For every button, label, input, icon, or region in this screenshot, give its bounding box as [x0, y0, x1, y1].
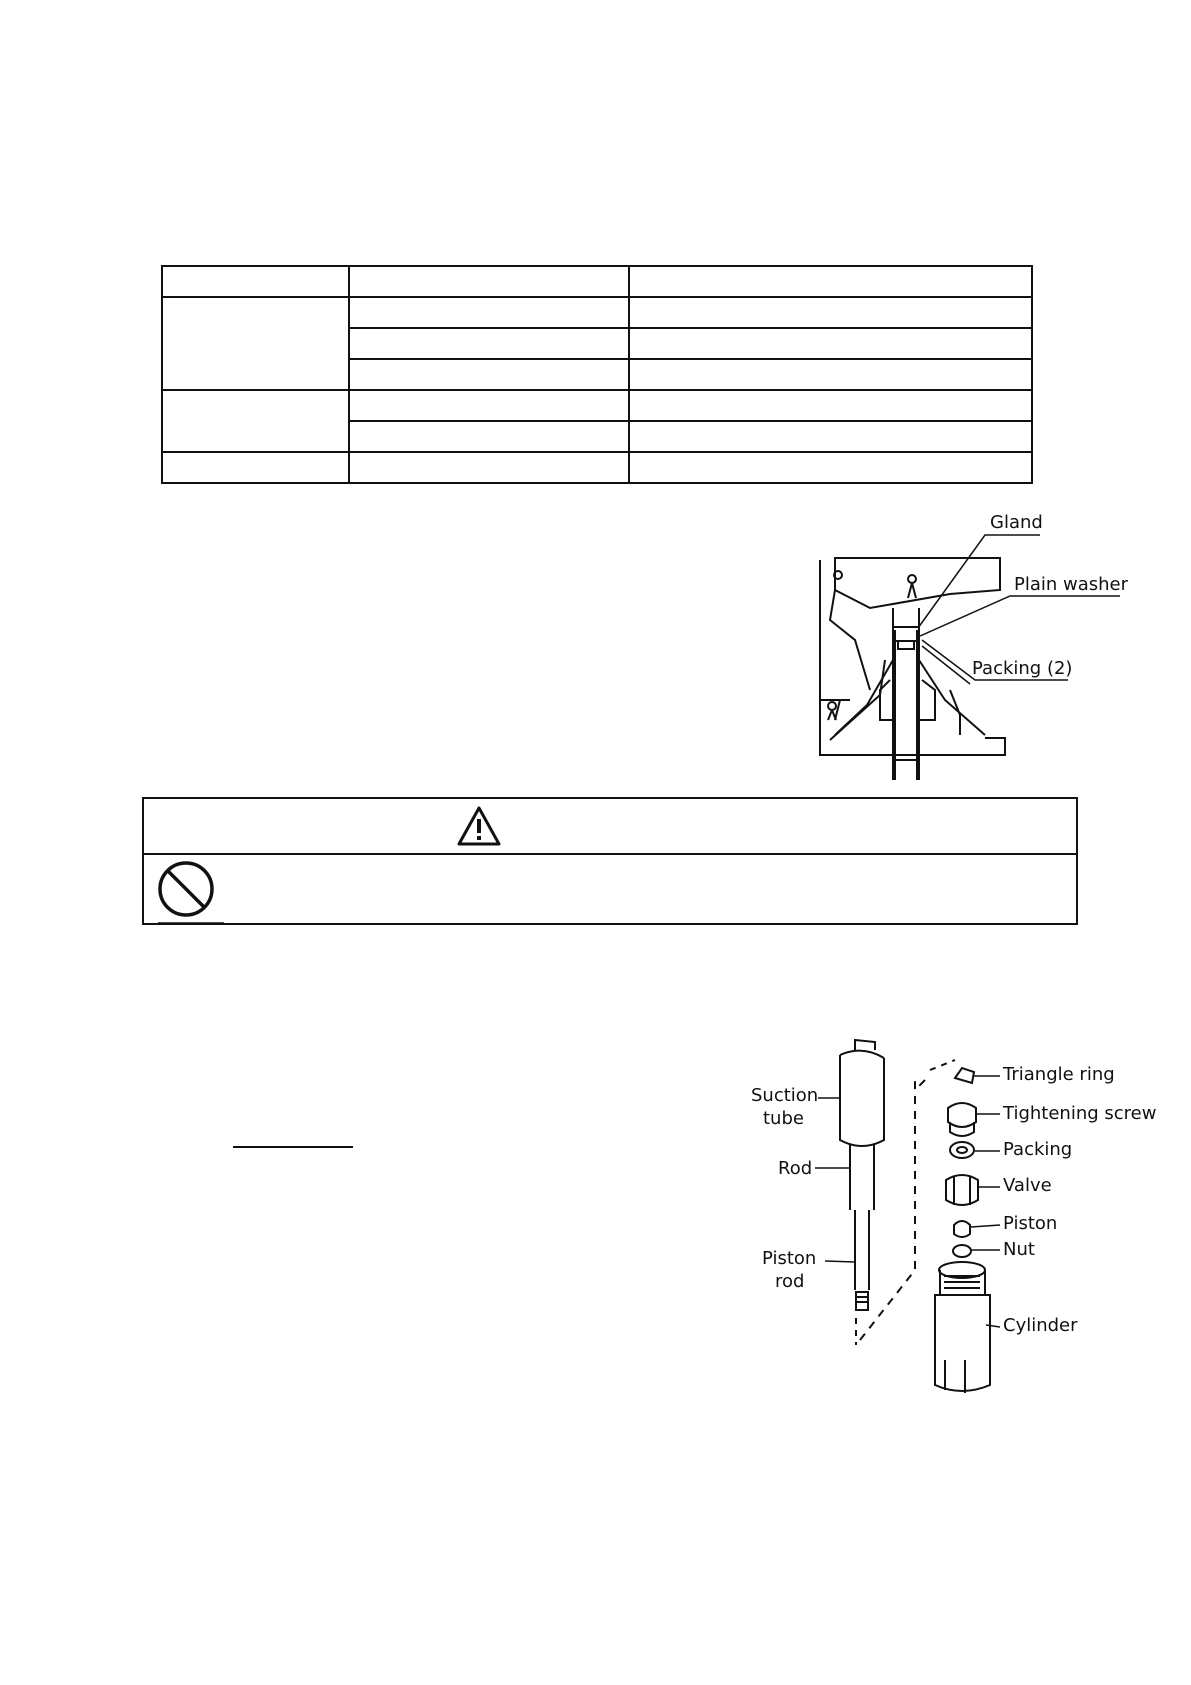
gland-label: Gland [990, 512, 1043, 533]
table-row [162, 452, 1032, 483]
table-cell [349, 297, 629, 328]
table-cell [629, 452, 1032, 483]
warning-triangle-icon [456, 805, 502, 847]
valve-label: Valve [1003, 1175, 1052, 1196]
parts-table [161, 265, 1033, 484]
table-cell [629, 328, 1032, 359]
table-cell [349, 452, 629, 483]
caution-box [142, 797, 1078, 925]
table-cell [162, 266, 349, 297]
prohibition-icon [154, 859, 218, 923]
table-cell [629, 359, 1032, 390]
triangle-ring-label: Triangle ring [1003, 1064, 1115, 1085]
table-row [162, 266, 1032, 297]
table-cell [629, 266, 1032, 297]
table-cell [349, 328, 629, 359]
table-cell [349, 359, 629, 390]
table-cell [349, 390, 629, 421]
packing-label: Packing (2) [972, 658, 1073, 679]
table-row [162, 297, 1032, 328]
table-row [162, 390, 1032, 421]
table-cell [162, 452, 349, 483]
piston-label: Piston [1003, 1213, 1058, 1234]
underline-rule [233, 1146, 353, 1148]
caution-header [144, 799, 1076, 855]
tightening-screw-label: Tightening screw [1003, 1103, 1157, 1124]
nut-label: Nut [1003, 1239, 1035, 1260]
table-cell [629, 390, 1032, 421]
table-cell [349, 421, 629, 452]
suction-label-line1: Suction [751, 1085, 819, 1106]
suction-label-line2: tube [763, 1108, 804, 1129]
table-cell [162, 297, 349, 390]
table-cell [629, 297, 1032, 328]
table-cell [629, 421, 1032, 452]
plain-washer-label: Plain washer [1014, 574, 1129, 595]
cylinder-label: Cylinder [1003, 1315, 1078, 1336]
piston-rod-label-line1: Piston [762, 1248, 817, 1269]
table-cell [349, 266, 629, 297]
packing-part-label: Packing [1003, 1139, 1073, 1160]
piston-rod-label-line2: rod [775, 1271, 805, 1292]
rod-label: Rod [778, 1158, 813, 1179]
table-cell [162, 390, 349, 452]
